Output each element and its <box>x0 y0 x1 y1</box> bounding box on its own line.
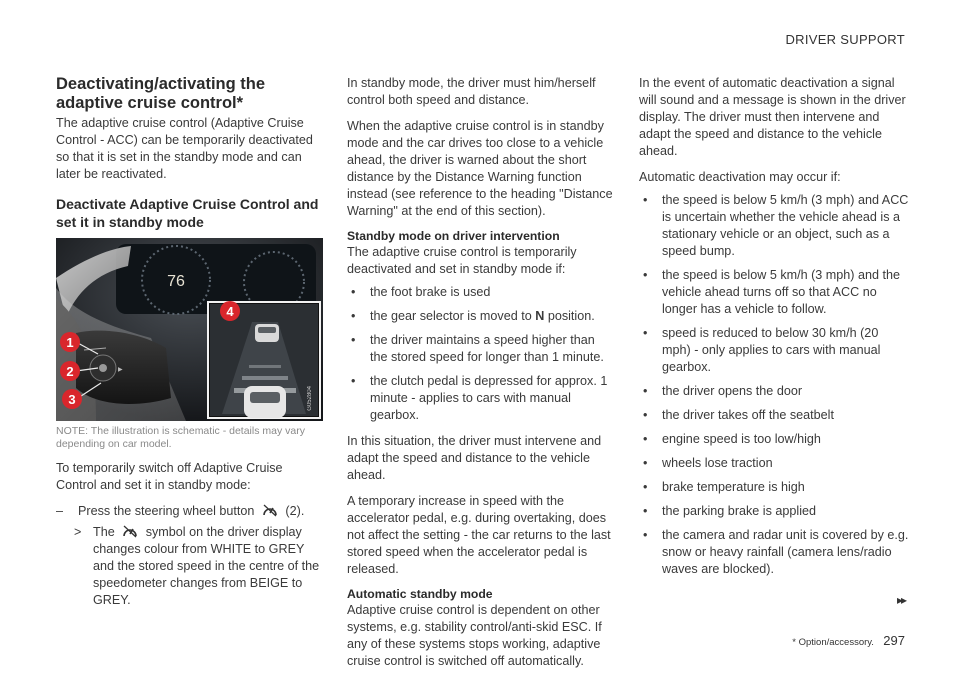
list-item: • the clutch pedal is depressed for approx. 1 minute - applies to cars with manual gearbox. <box>347 373 615 424</box>
intervention-list <box>347 284 615 424</box>
step-text-before: Press the steering wheel button <box>78 504 255 518</box>
list-item: • brake temperature is high <box>639 479 909 496</box>
intro-paragraph: The adaptive cruise control (Adaptive Cruise Control - ACC) can be temporarily deactivated so that it is set in the standby mode and can later be reactivated. <box>56 116 313 181</box>
heading-automatic-standby: Automatic standby mode <box>347 587 493 601</box>
figure-code: G052804 <box>307 386 313 411</box>
step-text-after: (2). <box>285 504 305 518</box>
section-title: DRIVER SUPPORT <box>785 32 905 47</box>
callout-2: 2 <box>66 364 74 379</box>
list-item: • the camera and radar unit is covered by e.g. snow or heavy rainfall (camera lens/radio waves are blocked). <box>639 527 909 578</box>
steering-wheel-illustration <box>56 238 323 421</box>
result-text-after: symbol on the driver display changes colour from WHITE to GREY and the stored speed in the centre of the speedometer changes from BEIGE to GREY. <box>93 525 320 607</box>
illustration-note: NOTE: The illustration is schematic - details may vary depending on car model. <box>56 425 305 450</box>
intervention-paragraph-1: In this situation, the driver must intervene and adapt the speed and distance to the vehicle ahead. <box>347 434 602 482</box>
list-item: • the speed is below 5 km/h (3 mph) and the vehicle ahead turns off so that ACC no longer has a vehicle to follow. <box>639 267 909 318</box>
list-item: • the speed is below 5 km/h (3 mph) and ACC is uncertain whether the vehicle ahead is a stationary vehicle or an object, such as a speed bump. <box>639 192 909 260</box>
callout-1: 1 <box>66 335 74 350</box>
list-item: • speed is reduced to below 30 km/h (20 mph) - only applies to cars with manual gearbox. <box>639 325 909 376</box>
speed-readout: 76 <box>167 273 185 290</box>
step-dash: – <box>56 504 64 518</box>
standby-paragraph-1: In standby mode, the driver must him/herself control both speed and distance. <box>347 76 596 107</box>
list-item: • the foot brake is used <box>347 284 615 301</box>
intervention-intro: The adaptive cruise control is temporarily deactivated and set in standby mode if: <box>347 245 577 276</box>
deactivation-paragraph: In the event of automatic deactivation a signal will sound and a message is shown in the driver display. The driver must then intervene and adapt the speed and distance to the vehicle ahead. <box>639 76 906 158</box>
column-right <box>639 75 909 587</box>
deactivation-list <box>639 192 909 578</box>
step-press-button <box>56 503 323 520</box>
next-page-arrows[interactable]: ▸▸ <box>896 593 905 607</box>
gear-n-symbol: N <box>535 309 545 323</box>
standby-instruction: To temporarily switch off Adaptive Cruise Control and set it in standby mode: <box>56 461 283 492</box>
page-number: 297 <box>883 633 905 648</box>
list-item: • the driver maintains a speed higher than the stored speed for longer than 1 minute. <box>347 332 615 366</box>
column-middle <box>347 75 615 679</box>
gear-text-after: position. <box>547 309 595 323</box>
list-item: • the parking brake is applied <box>639 503 909 520</box>
step-result <box>56 524 323 609</box>
list-item: • the driver takes off the seatbelt <box>639 407 909 424</box>
list-item: • the driver opens the door <box>639 383 909 400</box>
list-item <box>347 308 615 325</box>
list-item: • wheels lose traction <box>639 455 909 472</box>
list-item: • engine speed is too low/high <box>639 431 909 448</box>
page-heading: Deactivating/activating the adaptive cruise control* <box>56 75 266 112</box>
callout-4: 4 <box>226 304 234 319</box>
cruise-control-icon <box>261 504 279 517</box>
standby-paragraph-2: When the adaptive cruise control is in standby mode and the car drives too close to a vehicle ahead, the driver is warned about the short distance by the Distance Warning function instead (see reference to the heading "Distance Warning" at the end of this section). <box>347 119 613 218</box>
automatic-paragraph: Adaptive cruise control is dependent on other systems, e.g. stability control/anti-skid ESC. If any of these systems stops working, adaptive cruise control is switched off automatically. <box>347 603 602 668</box>
cruise-control-icon <box>121 525 139 538</box>
column-left <box>56 75 323 609</box>
footnote: * Option/accessory. <box>792 637 874 648</box>
page-footer <box>792 633 905 648</box>
illustration-svg <box>56 238 323 421</box>
intervention-paragraph-2: A temporary increase in speed with the accelerator pedal, e.g. during overtaking, does not affect the setting - the car returns to the last stored speed when the accelerator pedal is released. <box>347 494 611 576</box>
gear-text-before: the gear selector is moved to <box>370 309 532 323</box>
deactivation-intro: Automatic deactivation may occur if: <box>639 170 841 184</box>
svg-text:▶: ▶ <box>118 367 123 373</box>
result-text-before: The <box>93 525 115 539</box>
result-arrow: > <box>74 525 82 539</box>
subheading: Deactivate Adaptive Cruise Control and set it in standby mode <box>56 196 319 230</box>
callout-3: 3 <box>68 392 76 407</box>
heading-driver-intervention: Standby mode on driver intervention <box>347 229 560 243</box>
